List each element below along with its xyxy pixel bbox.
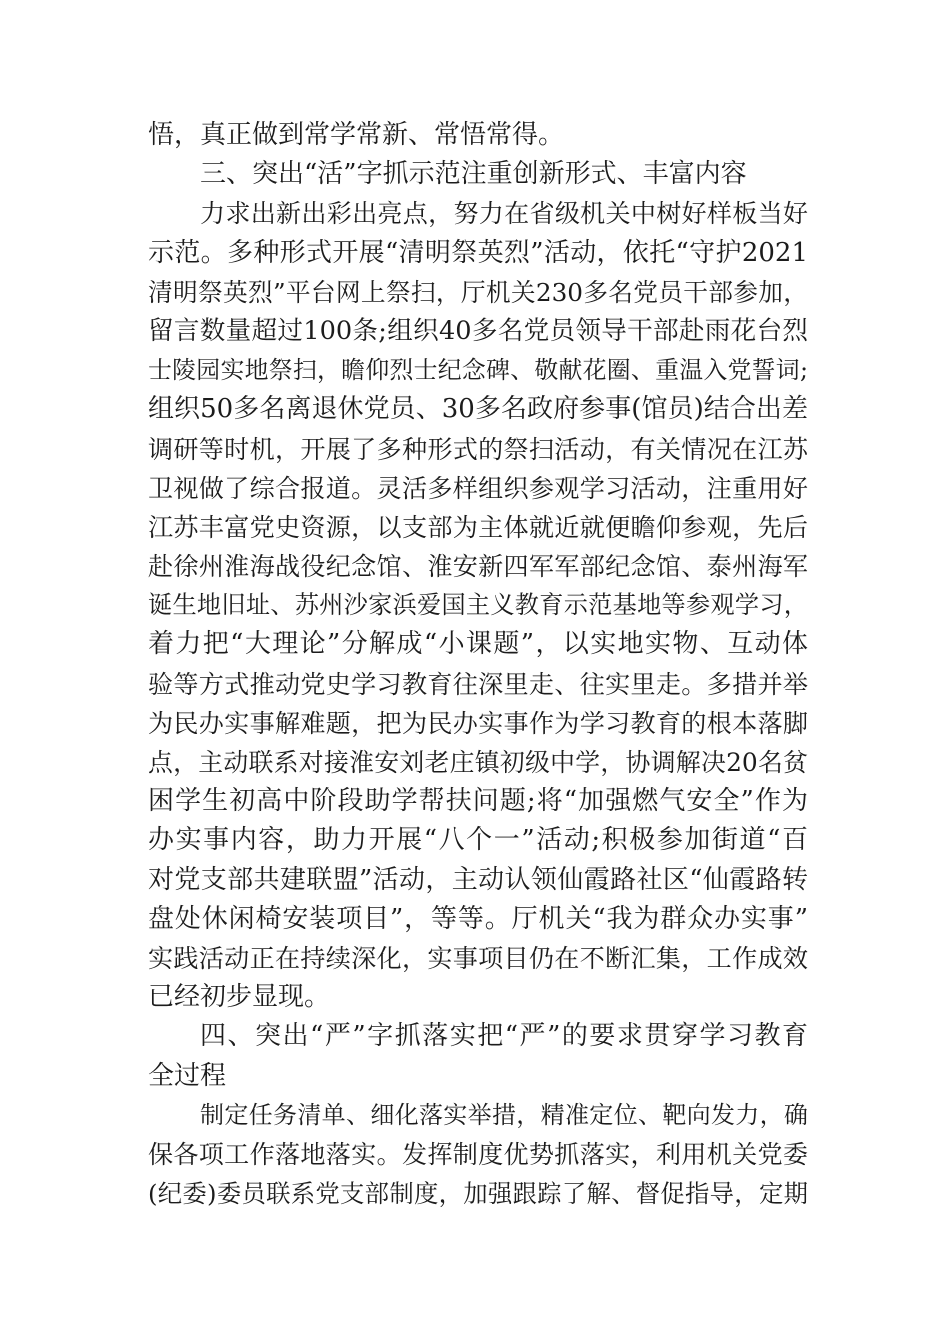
text-line: 力求出新出彩出亮点，努力在省级机关中树好样板当好 [200,199,808,229]
text-line: (纪委)委员联系党支部制度，加强跟踪了解、督促指导，定期 [148,1179,808,1209]
text-line: 保各项工作落地落实。发挥制度优势抓落实，利用机关党委 [148,1139,808,1169]
text-line: 调研等时机，开展了多种形式的祭扫活动，有关情况在江苏 [148,434,808,464]
text-line: 士陵园实地祭扫，瞻仰烈士纪念碑、敬献花圈、重温入党誓词; [148,356,808,385]
text-line: 办实事内容，助力开展“八个一”活动;积极参加街道“百 [148,825,808,856]
text-line: 三、突出“活”字抓示范注重创新形式、丰富内容 [200,159,747,190]
text-line: 卫视做了综合报道。灵活多样组织参观学习活动，注重用好 [148,473,808,503]
text-line: 悟，真正做到常学常新、常悟常得。 [148,120,565,150]
text-line: 组织50多名离退休党员、30多名政府参事(馆员)结合出差 [148,394,808,425]
text-line: 点，主动联系对接淮安刘老庄镇初级中学，协调解决20名贫 [148,748,808,777]
text-line: 留言数量超过100条;组织40多名党员领导干部赴雨花台烈 [148,315,808,346]
text-line: 四、突出“严”字抓落实把“严”的要求贯穿学习教育 [200,1021,808,1052]
text-line: 对党支部共建联盟”活动，主动认领仙霞路社区“仙霞路转 [148,864,808,895]
document-body [148,116,808,1213]
text-line: 为民办实事解难题，把为民办实事作为学习教育的根本落脚 [148,708,808,738]
text-line: 赴徐州淮海战役纪念馆、淮安新四军军部纪念馆、泰州海军 [148,552,808,582]
text-line: 验等方式推动党史学习教育往深里走、往实里走。多措并举 [148,669,808,699]
text-line: 已经初步显现。 [148,982,331,1013]
text-line: 全过程 [148,1060,227,1091]
text-line: 江苏丰富党史资源，以支部为主体就近就便瞻仰参观，先后 [148,512,808,542]
text-line: 示范。多种形式开展“清明祭英烈”活动，依托“守护2021 [148,237,808,268]
text-line: 制定任务清单、细化落实举措，精准定位、靶向发力，确 [200,1100,808,1129]
text-line: 清明祭英烈”平台网上祭扫，厅机关230多名党员干部参加， [148,277,808,307]
text-line: 着力把“大理论”分解成“小课题”，以实地实物、互动体 [148,629,808,660]
text-line: 实践活动正在持续深化，实事项目仍在不断汇集，工作成效 [148,943,808,973]
text-line: 盘处休闲椅安装项目”，等等。厅机关“我为群众办实事” [148,903,808,934]
text-line: 诞生地旧址、苏州沙家浜爱国主义教育示范基地等参观学习， [148,591,808,620]
text-line: 困学生初高中阶段助学帮扶问题;将“加强燃气安全”作为 [148,786,808,817]
